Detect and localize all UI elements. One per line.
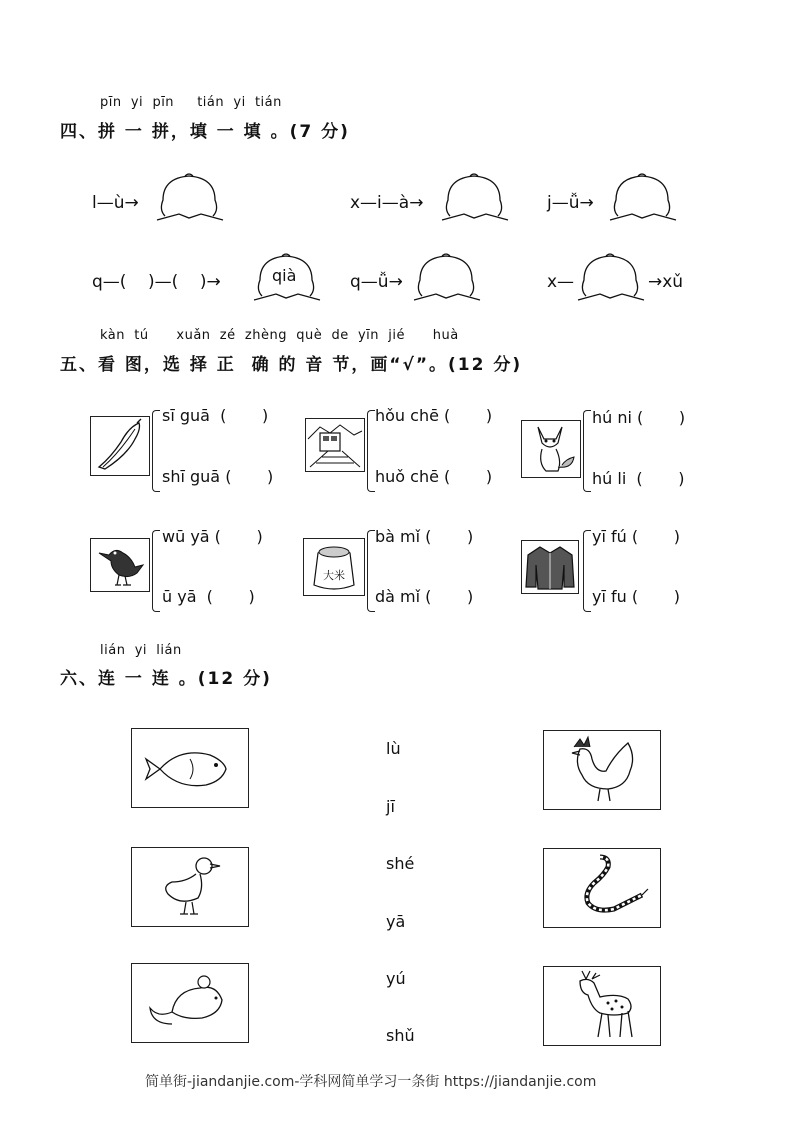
section6-pinyin: lián yi lián [100,643,182,658]
q4-formula-1: l—ù→ [92,193,139,213]
peach-blank-2[interactable] [440,170,510,222]
peach-blank-6[interactable] [576,250,646,302]
jacket-icon [522,541,578,593]
q4-formula-3: j—ǚ→ [547,193,594,213]
q4-formula-5: q—ǚ→ [350,272,403,292]
brace [152,530,160,612]
mouse-icon [132,964,248,1042]
brace [583,410,591,492]
option-si-gua[interactable]: sī guā ( ) [162,406,269,425]
word-ji[interactable]: jī [386,797,395,816]
option-hou-che[interactable]: hǒu chē ( ) [375,406,493,425]
option-yi-fu-2[interactable]: yī fú ( ) [592,527,680,546]
picture-jacket [521,540,579,594]
picture-mouse[interactable] [131,963,249,1043]
peach-blank-1[interactable] [155,170,225,222]
picture-fox [521,420,581,478]
picture-deer[interactable] [543,966,661,1046]
picture-fish[interactable] [131,728,249,808]
picture-bean-pod [90,416,150,476]
picture-rice-bag [303,538,365,596]
fox-icon [522,421,580,477]
rice-bag-label: 大米 [323,569,345,582]
word-lu[interactable]: lù [386,739,401,758]
section5-title: 五、看 图，选 择 正 确 的 音 节，画“√”。(12 分) [60,355,523,375]
section4-pinyin: pīn yi pīn tián yi tián [100,95,282,110]
option-hu-ni[interactable]: hú ni ( ) [592,408,686,427]
option-hu-li[interactable]: hú li ( ) [592,469,685,488]
picture-rooster[interactable] [543,730,661,810]
footer-watermark: 简单街-jiandanjie.com-学科网简单学习一条街 https://jiandanjie.com [145,1074,597,1090]
option-huo-che[interactable]: huǒ chē ( ) [375,467,493,486]
option-u-ya[interactable]: ū yā ( ) [162,587,255,606]
peach-blank-3[interactable] [608,170,678,222]
word-yu[interactable]: yú [386,969,406,988]
section4-title: 四、拼 一 拼，填 一 填 。(7 分) [60,122,350,142]
option-ba-mi[interactable]: bà mǐ ( ) [375,527,474,546]
word-ya[interactable]: yā [386,912,406,931]
section6-title: 六、连 一 连 。(12 分) [60,669,272,689]
duck-icon [132,848,248,926]
picture-train [305,418,365,472]
crow-icon [91,539,149,591]
picture-snake[interactable] [543,848,661,928]
option-wu-ya[interactable]: wū yā ( ) [162,527,263,546]
picture-crow [90,538,150,592]
picture-duck[interactable] [131,847,249,927]
fish-icon [132,729,248,807]
deer-icon [544,967,660,1045]
brace [367,530,375,612]
option-yi-fu-5[interactable]: yī fu ( ) [592,587,680,606]
q4-formula-6: x— [547,272,575,292]
word-shu[interactable]: shǔ [386,1026,415,1045]
snake-icon [544,849,660,927]
bean-pod-icon [91,417,149,475]
q4-formula-4: q—( )—( )→ [92,272,221,292]
word-she[interactable]: shé [386,854,415,873]
brace [152,410,160,492]
peach-blank-5[interactable] [412,250,482,302]
brace [583,530,591,612]
q4-result-xu: →xǔ [648,272,684,292]
brace [367,410,375,492]
rooster-icon [544,731,660,809]
q4-formula-2: x—i—à→ [350,193,424,213]
option-shi-gua[interactable]: shī guā ( ) [162,467,274,486]
peach-qia-text: qià [272,266,297,285]
train-icon [306,419,364,471]
option-da-mi[interactable]: dà mǐ ( ) [375,587,474,606]
section5-pinyin: kàn tú xuǎn zé zhèng què de yīn jié huà [100,328,459,343]
